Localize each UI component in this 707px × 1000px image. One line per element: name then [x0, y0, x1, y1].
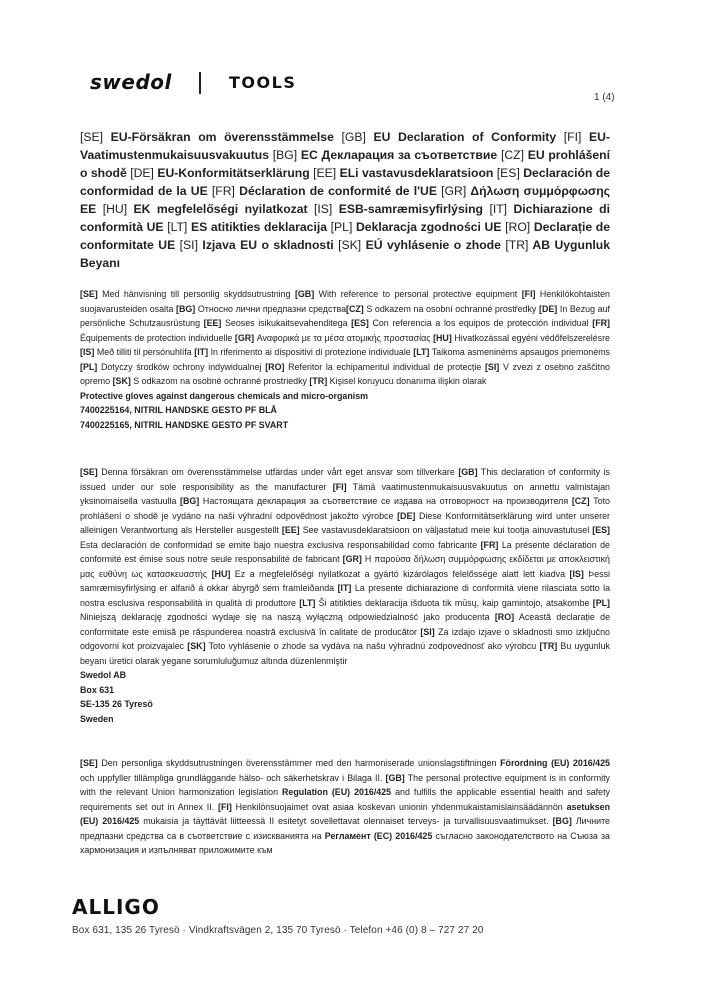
language-code: [FR]: [211, 184, 235, 198]
language-code: [IS]: [569, 568, 584, 579]
product-description: Protective gloves against dangerous chemicals and micro-organism: [80, 390, 369, 401]
language-code: [PL]: [80, 361, 98, 372]
language-text: Izjava EU o skladnosti: [197, 238, 339, 252]
section-responsibility: [80, 465, 610, 726]
language-text: Această declarație de conformitate este emisă pe răspunderea noastră exclusivă în calitate de producător: [80, 612, 611, 637]
language-code: [BG]: [180, 496, 200, 506]
product-lines: [80, 389, 610, 433]
language-text: Den personliga skyddsutrustningen överensstämmer med den harmoniserade unionslagstiftningen: [97, 758, 501, 768]
language-text: ЕС Декларация за съответствие: [297, 148, 501, 162]
language-text: Declarație de conformitate UE: [80, 220, 610, 252]
language-text: EU-Försäkran om överensstämmelse: [103, 130, 342, 144]
language-text: съгласно законодателството на Съюза за хармонизация и изпълняват приложимите към: [80, 830, 610, 855]
swedol-logo: swedol: [90, 70, 172, 94]
language-code: [BG]: [176, 303, 196, 314]
language-text: Esta declaración de conformidad se emite bajo nuestra exclusiva responsabilidad como fabricante: [80, 539, 481, 550]
language-code: [GR]: [234, 332, 255, 343]
language-text: Þessi samræmisyfirlýsing er alfarið á okkar ábyrgð sem framleiðanda: [80, 568, 610, 593]
language-text: With reference to personal protective equipment: [314, 289, 522, 299]
language-code: [HU]: [211, 568, 231, 579]
language-text: Seoses isikukaitsevahenditega: [221, 318, 352, 328]
language-code: [RO]: [505, 220, 531, 234]
language-text: Настоящата декларация за съответствие се издава на отговорност на производителя: [199, 496, 572, 506]
language-text: S odkazem na osobní ochranné prostředky: [363, 303, 539, 314]
regulation-reference: asetuksen (EU) 2016/425: [80, 801, 611, 826]
language-code: [IS]: [314, 202, 333, 216]
language-text: Déclaration de conformité de l'UE: [234, 184, 442, 198]
product-item: 7400225164, NITRIL HANDSKE GESTO PF BLÅ: [80, 405, 277, 415]
header-divider: [199, 72, 201, 94]
language-text: Kişisel koruyucu donanıma ilişkin olarak: [327, 376, 487, 386]
language-text: Denna försäkran om överensstämmelse utfärdas under vårt eget ansvar som tillverkare: [97, 467, 459, 477]
page-number: 1 (4): [594, 92, 615, 103]
language-text: Η παρούσα δήλωση συμμόρφωσης εκδίδεται με αποκλειστική μας ευθύνη ως κατασκευαστής: [80, 554, 610, 579]
language-text: mukaisia ja täyttävät liitteessä II esitetyt sovellettavat olennaiset terveys- ja turvallisuusvaatimukset.: [139, 816, 553, 826]
language-code: [LT]: [167, 220, 188, 234]
language-text: Declaración de conformidad de la UE: [80, 166, 610, 198]
language-code: [GB]: [458, 467, 478, 477]
language-code: [EE]: [203, 318, 222, 328]
language-text: Za izdajo izjave o skladnosti smo izključno odgovorni kot proizvajalec: [80, 626, 610, 651]
language-code: [TR]: [539, 641, 558, 651]
language-code: [LT]: [299, 597, 316, 608]
ppe-reference-text: [80, 289, 610, 386]
language-text: ES atitikties deklaracija: [187, 220, 331, 234]
language-text: Hivatkozással egyéni védőfelszerelésre: [451, 332, 610, 343]
language-code: [IT]: [489, 202, 508, 216]
language-text: Личните предпазни средства са в съответствие с изискванията на: [80, 816, 610, 841]
language-code: [ES]: [496, 166, 520, 180]
language-text: Henkilökohtaisten suojavarusteiden osalta: [80, 289, 610, 314]
language-text: Ez a megfelelőségi nyilatkozat a gyártó kizárólagos felelőssége alatt lett kiadva: [230, 568, 570, 579]
language-text: S odkazom na osobné ochranné prostriedky: [130, 376, 310, 386]
language-text: EÚ vyhlásenie o zhode: [361, 238, 506, 252]
language-text: The personal protective equipment is in conformity with the relevant Union harmonization legislation: [80, 772, 610, 797]
regulation-reference: Regulation (EU) 2016/425: [282, 787, 392, 797]
language-code: [EE]: [313, 166, 337, 180]
language-code: [GR]: [441, 184, 467, 198]
company-name: Swedol AB: [80, 670, 127, 680]
language-code: [RO]: [494, 612, 515, 622]
language-text: Équipements de protection individuelle: [80, 332, 235, 343]
language-code: [FI]: [332, 481, 347, 492]
address-line: Sweden: [80, 713, 114, 724]
language-code: [FI]: [218, 801, 232, 812]
footer-address: Box 631, 135 26 Tyresö · Vindkraftsvägen 2, 135 70 Tyresö · Telefon +46 (0) 8 – 727 27 20: [72, 925, 484, 936]
language-text: EU-Vaatimustenmukaisuusvakuutus: [80, 130, 610, 162]
language-text: In riferimento ai dispositivi di protezione individuale: [208, 347, 414, 357]
language-text: Con referencia a los equipos de protección individual: [368, 318, 593, 328]
language-text: La presente dichiarazione di conformità viene rilasciata sotto la nostra esclusiva responsabilità in qualità di produttore: [80, 583, 611, 608]
division-label: TOOLS: [229, 73, 297, 92]
section-conformity: [80, 756, 610, 858]
language-code: [FI]: [521, 289, 536, 299]
language-text: Αναφορικά με τα μέσα ατομικής προστασίας: [254, 332, 434, 343]
language-code: [SI]: [179, 238, 198, 252]
language-code: [SE]: [80, 758, 98, 768]
language-code: [SK]: [187, 641, 206, 651]
language-code: [BG]: [272, 148, 298, 162]
language-code: [CZ]: [571, 496, 590, 506]
language-text: and fulfills the applicable essential health and safety requirements set out in Annex II.: [80, 787, 610, 812]
language-code: [SE]: [80, 467, 98, 477]
regulation-reference: Förordning (EU) 2016/425: [500, 758, 610, 768]
language-text: EU-Konformitätserklärung: [153, 166, 314, 180]
language-text: Referitor la echipamentul individual de protecție: [284, 361, 485, 372]
language-code: [HU]: [433, 332, 452, 343]
language-text: La présente déclaration de conformité est émise sous notre seule responsabilité de fabricant: [80, 539, 610, 564]
language-text: Diese Konformitätserklärung wird unter unserer alleinigen Verantwortung als Hersteller ausgestellt: [80, 510, 610, 535]
header: [90, 70, 630, 94]
language-text: Dichiarazione di conformità UE: [80, 202, 610, 234]
language-code: [SI]: [420, 626, 435, 637]
language-code: [SK]: [338, 238, 362, 252]
language-text: Med hänvisning till personlig skyddsutrustning: [97, 289, 295, 299]
language-code: [IT]: [194, 347, 209, 357]
language-code: [FI]: [563, 130, 582, 144]
language-text: EU Declaration of Conformity: [365, 130, 564, 144]
language-code: [PL]: [592, 597, 610, 608]
language-code: [BG]: [552, 816, 572, 826]
regulation-reference: Регламент (ЕС) 2016/425: [324, 830, 433, 841]
manufacturer-address: [80, 668, 610, 726]
language-code: [EE]: [281, 525, 300, 535]
language-code: [PL]: [330, 220, 353, 234]
language-code: [ES]: [351, 318, 369, 328]
language-text: EK megfelelőségi nyilatkozat: [127, 202, 314, 216]
language-text: Ši atitikties deklaracija išduota tik mūsų, kaip gamintojo, atsakombe: [315, 597, 593, 608]
language-text: Относно лични предпазни средства: [195, 303, 347, 314]
language-code: [GR]: [342, 554, 362, 564]
language-code: [FR]: [592, 318, 610, 328]
language-text: Með tilliti til persónuhlífa: [94, 347, 195, 357]
language-text: Taikoma asmeninėms apsaugos priemonėms: [429, 347, 610, 357]
responsibility-text: [80, 467, 610, 666]
language-code: [GB]: [385, 772, 405, 783]
language-text: ESB-samræmisyfirlýsing: [332, 202, 490, 216]
language-text: Δήλωση συμμόρφωσης ΕΕ: [80, 184, 610, 216]
language-text: ELi vastavusdeklaratsioon: [336, 166, 497, 180]
language-text: V zvezi z osebno zaščitno opremo: [80, 361, 610, 386]
language-text: AB Uygunluk Beyanı: [80, 238, 610, 270]
language-code: [RO]: [265, 361, 285, 372]
language-code: [DE]: [130, 166, 154, 180]
language-text: Toto vyhlásenie o zhode sa vydáva na našu výhradnú zodpovednosť ako výrobcu: [205, 641, 540, 651]
language-text: Tämä vaatimustenmukaisuusvakuutus on annettu valmistajan yksinomaisella vastuulla: [80, 481, 610, 506]
language-code: [LT]: [413, 347, 430, 357]
language-code: [DE]: [538, 303, 558, 314]
address-line: SE-135 26 Tyresö: [80, 699, 153, 709]
language-code: [TR]: [309, 376, 328, 386]
language-text: In Bezug auf persönliche Schutzausrüstung: [80, 303, 610, 328]
language-code: [TR]: [505, 238, 529, 252]
language-code: [GB]: [341, 130, 366, 144]
section-ppe-reference: [80, 287, 610, 432]
language-code: [DE]: [397, 510, 416, 521]
language-code: [IT]: [337, 583, 352, 593]
language-text: EU prohlášení o shodě: [80, 148, 610, 180]
conformity-text: [80, 758, 610, 855]
language-code: [SE]: [80, 289, 98, 299]
language-code: [CZ]: [500, 148, 524, 162]
language-text: This declaration of conformity is issued under our sole responsibility as the manufacturer: [80, 467, 610, 492]
language-text: Deklaracja zgodności UE: [352, 220, 506, 234]
language-code: [SK]: [112, 376, 131, 386]
declaration-title: [80, 128, 610, 272]
language-code: [SI]: [484, 361, 500, 372]
language-text: Bu uygunluk beyanı üretici olarak yegane sorumluluğumuz altında düzenlenmiştir: [80, 641, 610, 666]
address-line: Box 631: [80, 684, 115, 695]
language-text: och uppfyller tillämpliga grundläggande hälso- och säkerhetskrav i Bilaga II.: [80, 772, 386, 783]
language-text: Toto prohlášení o shodě je vydáno na naši výhradní odpovědnost jakožto výrobce: [80, 496, 610, 521]
language-text: Dotyczy środków ochrony indywidualnej: [97, 361, 266, 372]
alligo-logo: ALLIGO: [72, 895, 160, 919]
product-item: 7400225165, NITRIL HANDSKE GESTO PF SVART: [80, 419, 289, 430]
language-text: Niniejszą deklarację zgodności wydaje się na naszą wyłączną odpowiedzialność jako producenta: [80, 612, 495, 622]
language-text: See vastavusdeklaratsioon on väljastatud meie kui tootja ainuvastutusel: [299, 525, 593, 535]
language-code: [CZ]: [346, 303, 364, 314]
language-code: [ES]: [592, 525, 610, 535]
language-code: [IS]: [80, 347, 95, 357]
language-code: [HU]: [102, 202, 128, 216]
language-code: [FR]: [480, 539, 499, 550]
language-code: [GB]: [294, 289, 315, 299]
language-code: [SE]: [80, 130, 104, 144]
language-text: Henkilönsuojaimet ovat asiaa koskevan unionin yhdenmukaistamislainsäädännön: [231, 801, 567, 812]
